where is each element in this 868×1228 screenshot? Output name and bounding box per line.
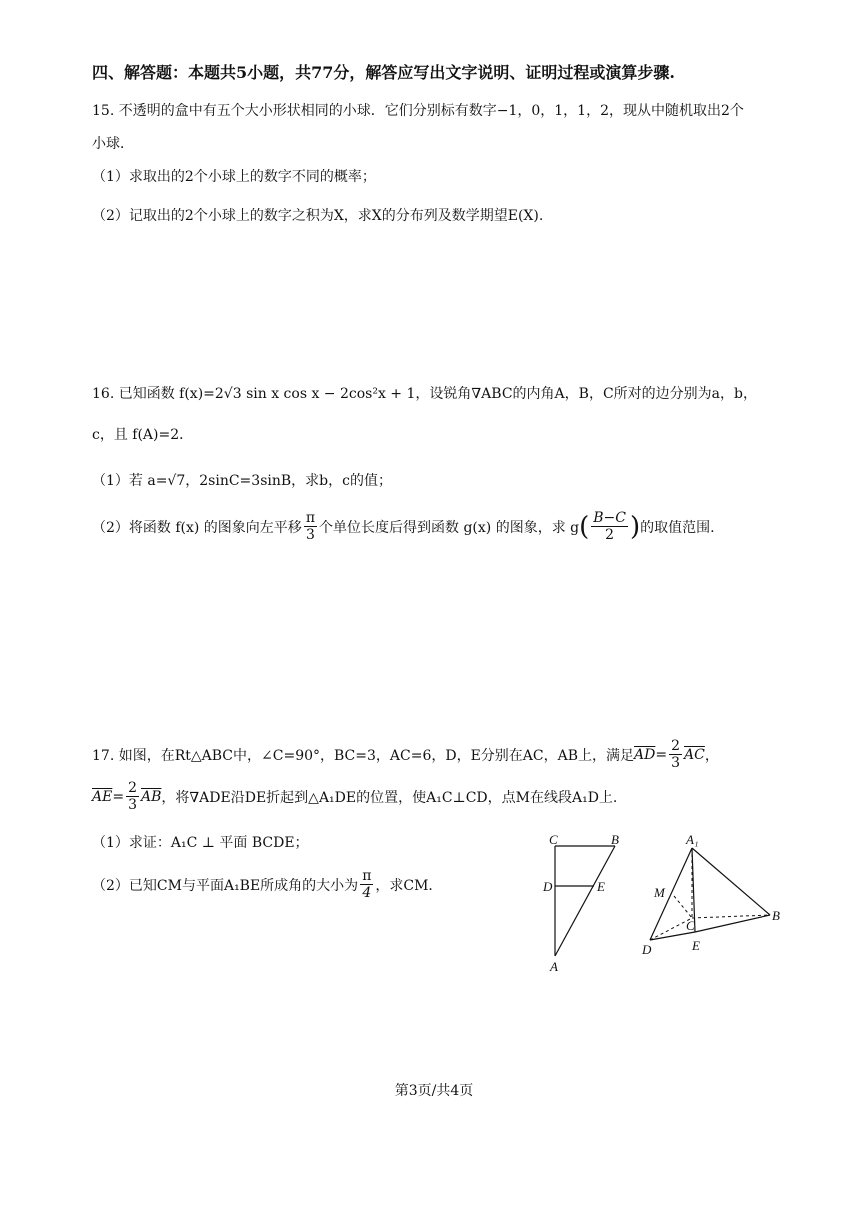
q15-stem-line2: 小球． — [92, 136, 134, 152]
q16-shift-den: 3 — [305, 527, 315, 544]
q17-frac1-num: 2 — [671, 738, 681, 754]
label-d: D — [642, 942, 652, 957]
page-footer: 第3页/共4页 — [394, 1083, 474, 1099]
label-e: E — [692, 938, 700, 953]
q17-stem-b: ，将∇ADE沿DE折起到△A₁DE的位置，使A₁C⊥CD，点M在线段A₁D上. — [161, 789, 618, 806]
q16-part1: （1）若 a=√7，2sinC=3sinB，求b，c的值； — [92, 473, 392, 489]
label-m: M — [654, 885, 665, 900]
q16-shift-fraction — [304, 510, 317, 543]
q17-stem-line2 — [92, 780, 617, 813]
q17-frac2-num: 2 — [128, 780, 137, 796]
segment-ba — [555, 846, 615, 956]
q17-vec-ab: $\overline{AB}$ — [141, 788, 162, 805]
q17-part2-suffix: ，求CM． — [375, 877, 443, 894]
q15-stem-line1: 15. 不透明的盒中有五个大小形状相同的小球．它们分别标有数字−1，0，1，1，2，现从中随机取出2个 — [92, 103, 744, 119]
label-c: C — [686, 918, 695, 933]
segment-m-c — [674, 896, 692, 918]
q17-frac1 — [669, 738, 682, 771]
section-title: 四、解答题：本题共5小题，共77分，解答应写出文字说明、证明过程或演算步骤. — [92, 63, 675, 82]
label-d: D — [543, 879, 553, 894]
q17-part2-prefix: （2）已知CM与平面A₁BE所成角的大小为 — [92, 877, 359, 894]
q17-stem-a: 17. 如图，在Rt△ABC中，∠C=90°，BC=3，AC=6，D，E分别在AC，AB上，满足 — [92, 747, 635, 764]
q17-frac1-den: 3 — [671, 755, 681, 772]
q16-arg-den: 2 — [605, 527, 615, 544]
triangle-figure — [535, 828, 635, 978]
label-c: C — [549, 832, 558, 847]
q16-shift-num: π — [305, 510, 316, 526]
q17-part2 — [92, 868, 442, 901]
q16-arg-num: B−C — [593, 510, 626, 526]
q17-vec-ae: $\overline{AE}$ — [92, 788, 113, 805]
q17-angle-num: π — [362, 868, 372, 884]
q16-stem-line2: c，且 f(A)=2． — [92, 427, 194, 443]
q17-vec-ad: $\overline{AD}$ — [634, 746, 656, 763]
q17-comma: ， — [704, 747, 719, 764]
q16-part2-mid: 个单位长度后得到函数 g(x) 的图象，求 g — [319, 519, 580, 536]
q16-stem-line1: 16. 已知函数 f(x)=2√3 sin x cos x − 2cos²x + 1，设锐角∇ABC的内角A，B，C所对的边分别为a，b， — [92, 386, 757, 402]
label-b: B — [611, 832, 619, 847]
q17-stem-line1 — [92, 738, 719, 771]
q17-part1: （1）求证：A₁C ⊥ 平面 BCDE； — [92, 835, 309, 851]
q16-part2 — [92, 510, 715, 543]
q16-arg-fraction — [591, 510, 628, 543]
q15-part1: （1）求取出的2个小球上的数字不同的概率； — [92, 169, 376, 185]
q16-part2-suffix: 的取值范围. — [640, 519, 715, 536]
q16-right-paren: ) — [630, 511, 641, 542]
q17-frac2-den: 3 — [128, 797, 137, 814]
q16-left-paren: ( — [579, 511, 590, 542]
edge-a1-b — [692, 848, 770, 915]
q17-angle-fraction — [360, 868, 373, 901]
q17-eq1: = — [655, 746, 668, 763]
label-a: A — [550, 959, 558, 974]
pyramid-figure — [630, 830, 790, 965]
q16-part2-prefix: （2）将函数 f(x) 的图象向左平移 — [92, 519, 302, 536]
label-e: E — [597, 879, 605, 894]
q17-frac2 — [126, 780, 139, 813]
q17-eq2: = — [112, 788, 125, 805]
label-a1: A₁ — [686, 832, 699, 847]
label-b: B — [772, 908, 780, 923]
q15-part2: （2）记取出的2个小球上的数字之积为X，求X的分布列及数学期望E(X). — [92, 208, 544, 224]
q17-vec-ac: $\overline{AC}$ — [684, 746, 705, 763]
q17-angle-den: 4 — [362, 885, 372, 902]
